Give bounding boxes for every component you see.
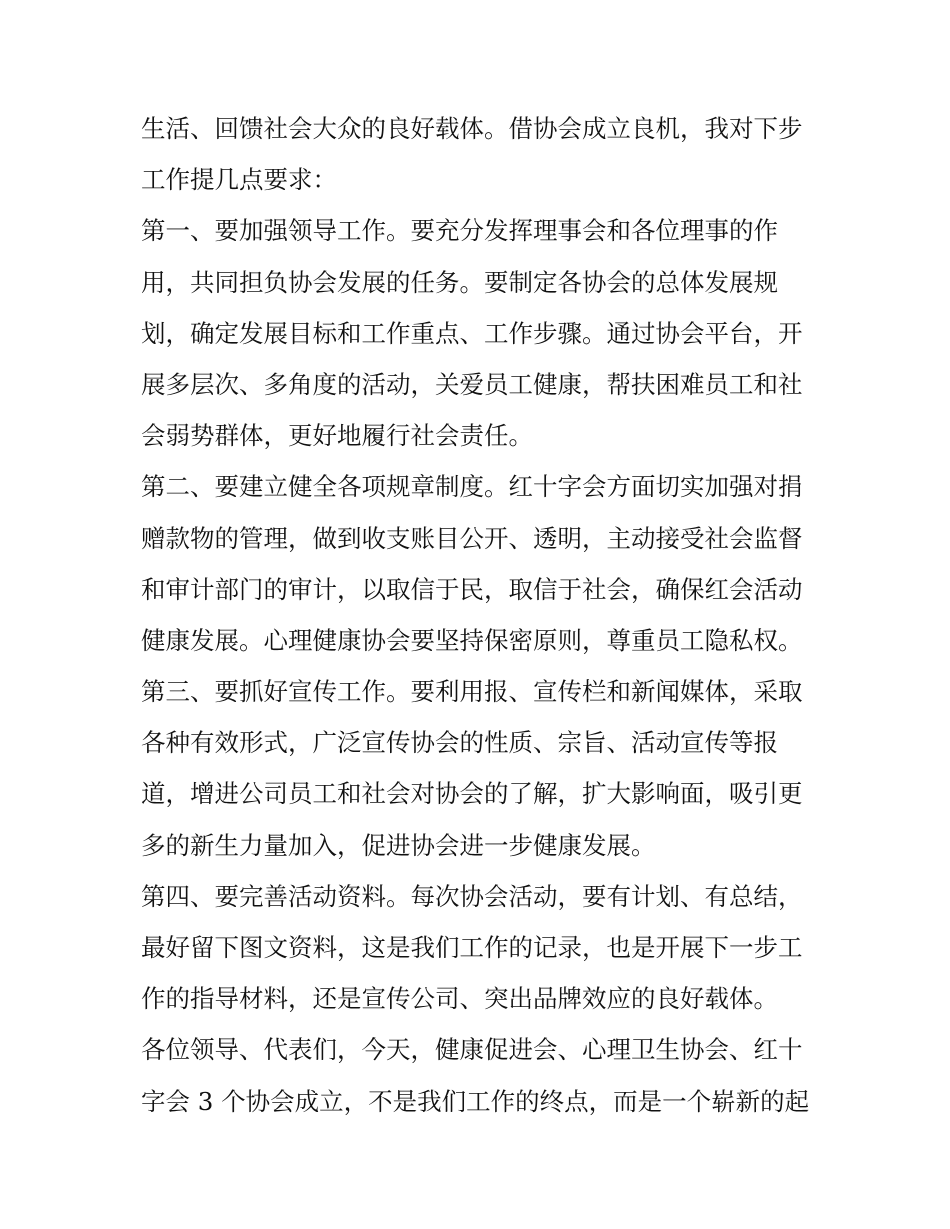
- text-line: 会弱势群体，更好地履行社会责任。: [141, 421, 533, 451]
- text-line: 作的指导材料，还是宣传公司、突出品牌效应的良好载体。: [141, 984, 778, 1014]
- text-line: 各位领导、代表们，今天，健康促进会、心理卫生协会、红十: [141, 1035, 803, 1065]
- text-line: 划，确定发展目标和工作重点、工作步骤。通过协会平台，开: [141, 318, 803, 348]
- text-line: 多的新生力量加入，促进协会进一步健康发展。: [141, 830, 656, 860]
- text-line: 用，共同担负协会发展的任务。要制定各协会的总体发展规: [141, 267, 778, 297]
- text-line: 赠款物的管理，做到收支账目公开、透明，主动接受社会监督: [141, 523, 803, 553]
- text-line: 生活、回馈社会大众的良好载体。借协会成立良机，我对下步: [141, 114, 803, 143]
- text-line: 各种有效形式，广泛宣传协会的性质、宗旨、活动宣传等报: [141, 728, 778, 758]
- text-line: 第一、要加强领导工作。要充分发挥理事会和各位理事的作: [141, 216, 778, 246]
- text-line: 健康发展。心理健康协会要坚持保密原则，尊重员工隐私权。: [141, 625, 803, 655]
- text-line: 工作提几点要求：: [141, 165, 337, 195]
- body-text: [141, 103, 813, 1127]
- text-line: 最好留下图文资料，这是我们工作的记录，也是开展下一步工: [141, 933, 803, 962]
- text-line: 字会 3 个协会成立，不是我们工作的终点，而是一个崭新的起: [141, 1086, 810, 1116]
- text-line: 展多层次、多角度的活动，关爱员工健康，帮扶困难员工和社: [141, 369, 803, 399]
- text-line: 道，增进公司员工和社会对协会的了解，扩大影响面，吸引更: [141, 779, 803, 809]
- text-line: 第四、要完善活动资料。每次协会活动，要有计划、有总结，: [141, 881, 803, 911]
- text-line: 第二、要建立健全各项规章制度。红十字会方面切实加强对捐: [141, 472, 803, 502]
- text-line: 和审计部门的审计，以取信于民，取信于社会，确保红会活动: [141, 574, 803, 604]
- text-line: 第三、要抓好宣传工作。要利用报、宣传栏和新闻媒体，采取: [141, 677, 803, 707]
